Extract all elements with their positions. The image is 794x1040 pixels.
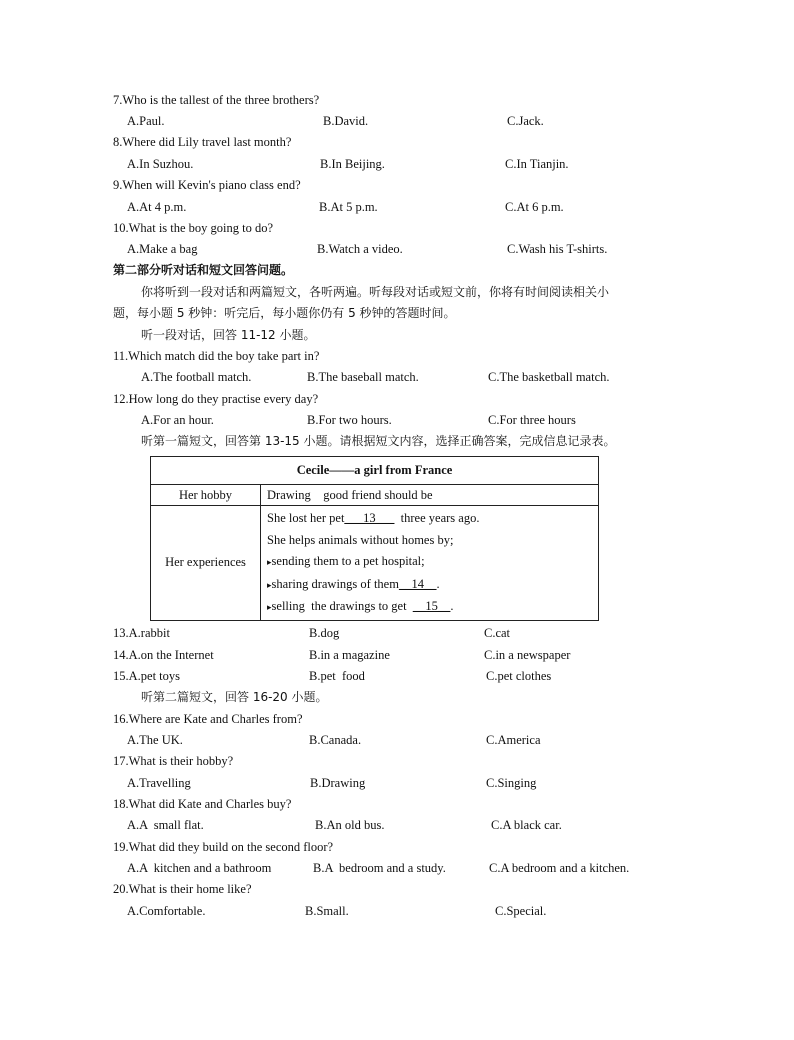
exp-line-5: ▸selling the drawings to get __15__. bbox=[267, 599, 454, 613]
q7-option-c: C.Jack. bbox=[507, 114, 544, 128]
q12-option-a: A.For an hour. bbox=[141, 413, 214, 427]
exp-line-2: She helps animals without homes by; bbox=[267, 532, 454, 547]
q18-option-b: B.An old bus. bbox=[315, 818, 385, 832]
blank-13: ___13___ bbox=[344, 511, 395, 525]
q8-option-b: B.In Beijing. bbox=[320, 157, 385, 171]
q9-option-c: C.At 6 p.m. bbox=[505, 200, 564, 214]
exp-line-1: She lost her pet___13___ three years ago. bbox=[267, 511, 480, 525]
q7-option-b: B.David. bbox=[323, 114, 369, 128]
q7-stem: 7.Who is the tallest of the three brothers? bbox=[113, 93, 320, 107]
q20-option-c: C.Special. bbox=[495, 904, 547, 918]
q18-stem: 18.What did Kate and Charles buy? bbox=[113, 797, 292, 811]
q14-stem: 14.A.on the Internet bbox=[113, 648, 214, 662]
q20-stem: 20.What is their home like? bbox=[113, 882, 252, 896]
q16-option-c: C.America bbox=[486, 733, 541, 747]
q20-option-b: B.Small. bbox=[305, 904, 349, 918]
dialog-note: 听一段对话，回答 11-12 小题。 bbox=[141, 328, 316, 342]
hobby-value: Drawing good friend should be bbox=[261, 485, 599, 506]
table-title: Cecile——a girl from France bbox=[151, 457, 599, 485]
q9-stem: 9.When will Kevin's piano class end? bbox=[113, 178, 301, 192]
q16-option-b: B.Canada. bbox=[309, 733, 362, 747]
q19-option-c: C.A bedroom and a kitchen. bbox=[489, 861, 630, 875]
q14-option-c: C.in a newspaper bbox=[484, 648, 571, 662]
part2-intro-line1: 你将听到一段对话和两篇短文，各听两遍。听每段对话或短文前，你将有时间阅读相关小 bbox=[141, 285, 610, 299]
exp-line-3: ▸sending them to a pet hospital; bbox=[267, 554, 425, 568]
bullet-icon: ▸ bbox=[267, 579, 272, 590]
q19-option-a: A.A kitchen and a bathroom bbox=[127, 861, 272, 875]
q15-option-b: B.pet food bbox=[309, 669, 365, 683]
q10-option-a: A.Make a bag bbox=[127, 242, 198, 256]
q13-stem: 13.A.rabbit bbox=[113, 626, 170, 640]
passage2-note: 听第二篇短文，回答 16-20 小题。 bbox=[141, 690, 328, 704]
q10-option-c: C.Wash his T-shirts. bbox=[507, 242, 608, 256]
q18-option-c: C.A black car. bbox=[491, 818, 562, 832]
q8-stem: 8.Where did Lily travel last month? bbox=[113, 135, 292, 149]
blank-14: __14__ bbox=[398, 576, 437, 591]
experiences-label: Her experiences bbox=[151, 506, 261, 621]
q9-option-b: B.At 5 p.m. bbox=[319, 200, 378, 214]
bullet-icon: ▸ bbox=[267, 602, 272, 612]
q12-option-b: B.For two hours. bbox=[307, 413, 392, 427]
q16-stem: 16.Where are Kate and Charles from? bbox=[113, 712, 303, 726]
info-record-table bbox=[150, 456, 599, 621]
q15-option-c: C.pet clothes bbox=[486, 669, 552, 683]
q17-option-b: B.Drawing bbox=[310, 776, 366, 790]
q7-option-a: A.Paul. bbox=[127, 114, 165, 128]
q11-option-a: A.The football match. bbox=[141, 370, 252, 384]
blank-15: __15__ bbox=[412, 599, 451, 613]
q13-option-c: C.cat bbox=[484, 626, 511, 640]
q20-option-a: A.Comfortable. bbox=[127, 904, 206, 918]
q18-option-a: A.A small flat. bbox=[127, 818, 204, 832]
q17-option-c: C.Singing bbox=[486, 776, 537, 790]
q8-option-c: C.In Tianjin. bbox=[505, 157, 569, 171]
q19-stem: 19.What did they build on the second floor? bbox=[113, 840, 334, 854]
hobby-label: Her hobby bbox=[151, 485, 261, 506]
q9-option-a: A.At 4 p.m. bbox=[127, 200, 187, 214]
q14-option-b: B.in a magazine bbox=[309, 648, 390, 662]
q11-stem: 11.Which match did the boy take part in? bbox=[113, 349, 320, 363]
q11-option-b: B.The baseball match. bbox=[307, 370, 419, 384]
exp-line-4: ▸sharing drawings of them__14__. bbox=[267, 576, 440, 591]
q13-option-b: B.dog bbox=[309, 626, 340, 640]
q17-stem: 17.What is their hobby? bbox=[113, 754, 234, 768]
passage1-note: 听第一篇短文，回答第 13-15 小题。请根据短文内容，选择正确答案，完成信息记录表。 bbox=[141, 434, 616, 448]
q8-option-a: A.In Suzhou. bbox=[127, 157, 194, 171]
part2-intro-line2: 题，每小题 5 秒钟：听完后，每小题你仍有 5 秒钟的答题时间。 bbox=[113, 306, 456, 320]
experiences-cell bbox=[261, 506, 599, 621]
bullet-icon: ▸ bbox=[267, 557, 272, 567]
q19-option-b: B.A bedroom and a study. bbox=[313, 861, 446, 875]
q12-stem: 12.How long do they practise every day? bbox=[113, 392, 319, 406]
q12-option-c: C.For three hours bbox=[488, 413, 576, 427]
q15-stem: 15.A.pet toys bbox=[113, 669, 181, 683]
q16-option-a: A.The UK. bbox=[127, 733, 183, 747]
q10-stem: 10.What is the boy going to do? bbox=[113, 221, 274, 235]
part2-heading: 第二部分听对话和短文回答问题。 bbox=[113, 263, 294, 277]
q17-option-a: A.Travelling bbox=[127, 776, 191, 790]
q10-option-b: B.Watch a video. bbox=[317, 242, 403, 256]
q11-option-c: C.The basketball match. bbox=[488, 370, 610, 384]
